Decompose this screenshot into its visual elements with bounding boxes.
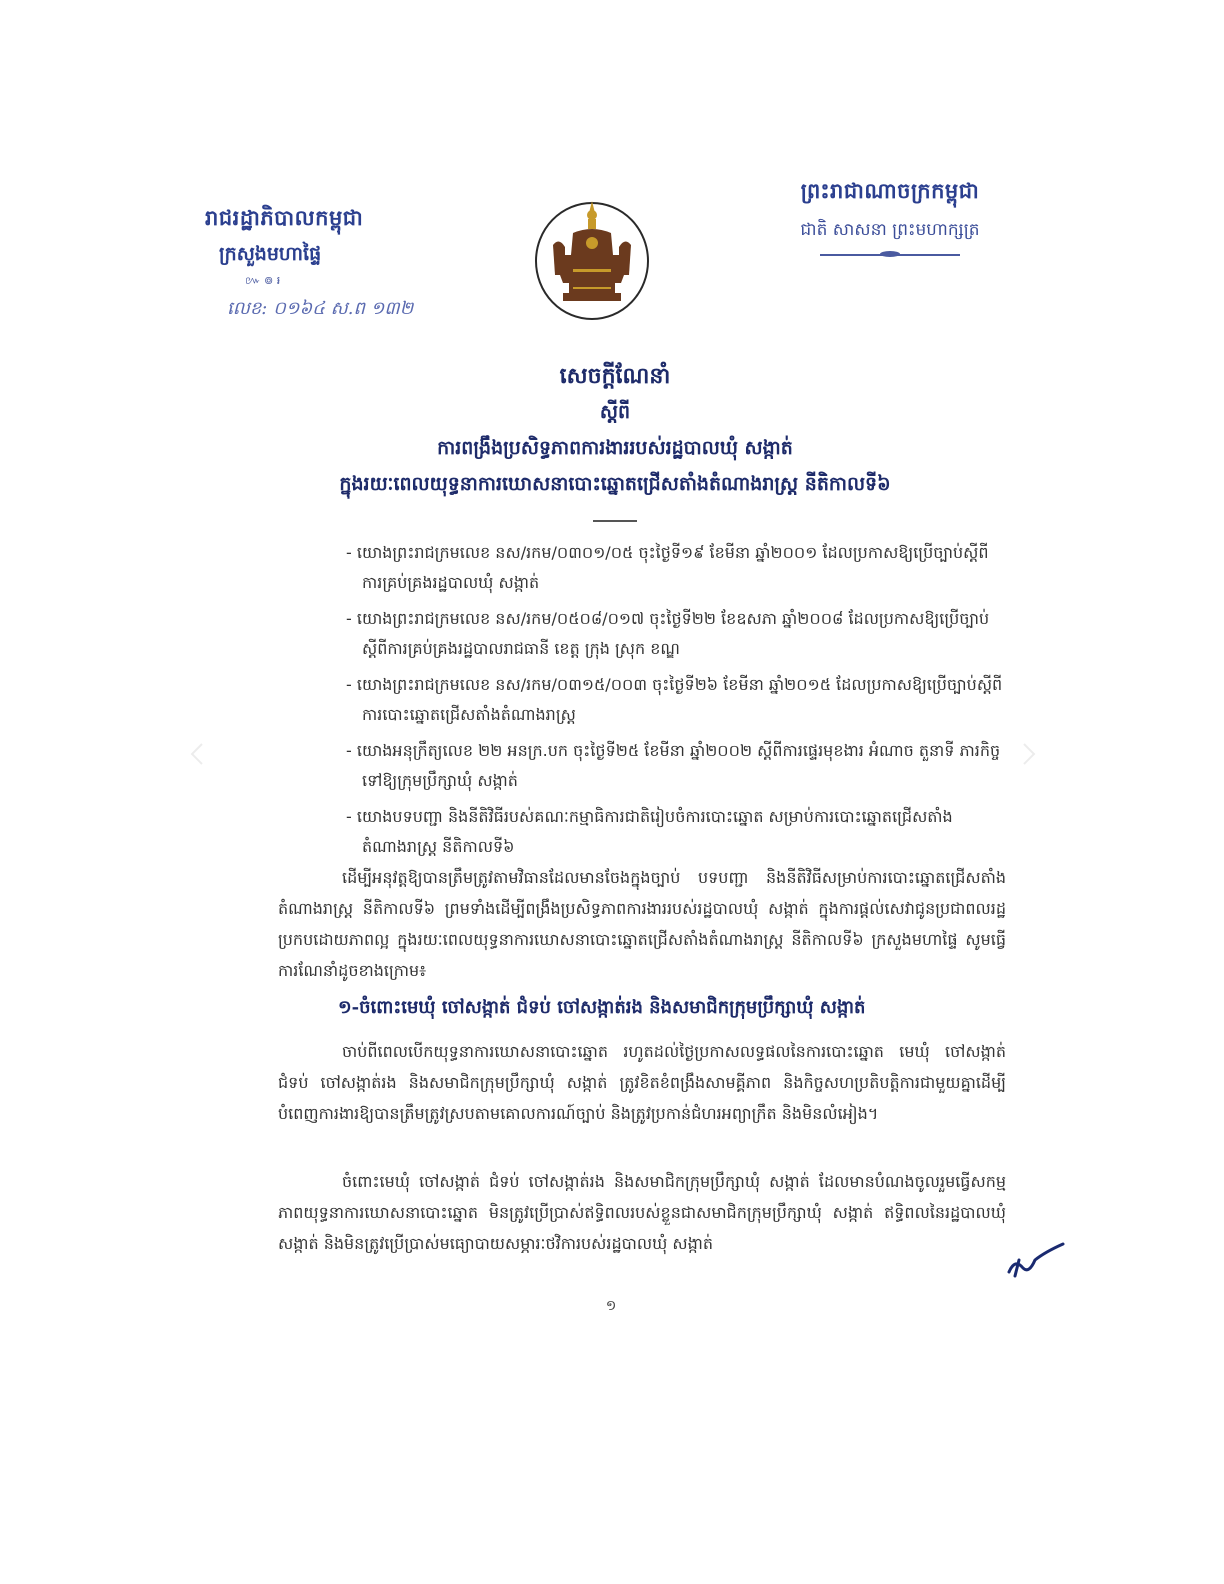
initial-signature-icon xyxy=(1005,1238,1065,1278)
recital-item: - យោងព្រះរាជក្រមលេខ នស/រកម/០៥០៨/០១៧ ចុះថ្ងៃទី២២ ខែឧសភា ឆ្នាំ២០០៨ ដែលប្រកាសឱ្យប្រើច្បាប់ស្ដីពីការគ្រប់គ្រងរដ្ឋបាលរាជធានី ខេត្ត ក្រុង ស្រុក ខណ្ឌ xyxy=(346,604,1006,664)
kingdom-header xyxy=(760,178,1020,256)
ornamental-divider xyxy=(820,254,960,256)
page-number: ១ xyxy=(605,1298,617,1314)
ministry-header xyxy=(205,205,445,323)
reference-number: លេខ: ០១៦៤ ស.ព ១៣២ xyxy=(227,298,414,319)
title-instruction: សេចក្ដីណែនាំ xyxy=(559,363,671,389)
recital-item: - យោងបទបញ្ជា និងនីតិវិធីរបស់គណៈកម្មាធិការជាតិរៀបចំការបោះឆ្នោត សម្រាប់ការបោះឆ្នោតជ្រើសតាំងតំណាងរាស្ត្រ នីតិកាលទី៦ xyxy=(346,802,1006,862)
title-subject-line2: ក្នុងរយៈពេលយុទ្ធនាការឃោសនាបោះឆ្នោតជ្រើសតាំងតំណាងរាស្ត្រ នីតិកាលទី៦ xyxy=(339,473,891,495)
title-subject-line1: ការពង្រឹងប្រសិទ្ធភាពការងាររបស់រដ្ឋបាលឃុំ សង្កាត់ xyxy=(437,437,793,459)
header-ornament: ៚ ៙ ៛ xyxy=(245,274,281,287)
intro-paragraph: ដើម្បីអនុវត្តឱ្យបានត្រឹមត្រូវតាមវិធានដែលមានចែងក្នុងច្បាប់ បទបញ្ជា និងនីតិវិធីសម្រាប់ការបោះឆ្នោតជ្រើសតាំងតំណាងរាស្ត្រ នីតិកាលទី៦ ព្រមទាំងដើម្បីពង្រឹងប្រសិទ្ធភាពការងាររបស់រដ្ឋបាលឃុំ សង្កាត់ ក្នុងការផ្ដល់សេវាជូនប្រជាពលរដ្ឋប្រកបដោយភាពល្អ ក្នុងរយៈពេលយុទ្ធនាការឃោសនាបោះឆ្នោតជ្រើសតាំងតំណាងរាស្ត្រ នីតិកាលទី៦ ក្រសួងមហាផ្ទៃ សូមធ្វើការណែនាំដូចខាងក្រោម៖ xyxy=(278,868,1006,980)
kingdom-name: ព្រះរាជាណាចក្រកម្ពុជា xyxy=(800,178,980,203)
national-motto: ជាតិ សាសនា ព្រះមហាក្សត្រ xyxy=(800,220,980,240)
title-concerning: ស្ដីពី xyxy=(599,401,631,423)
recital-item: - យោងព្រះរាជក្រមលេខ នស/រកម/០៣០១/០៥ ចុះថ្ងៃទី១៩ ខែមីនា ឆ្នាំ២០០១ ដែលប្រកាសឱ្យប្រើច្បាប់ស្ដីពីការគ្រប់គ្រងរដ្ឋបាលឃុំ សង្កាត់ xyxy=(346,538,1006,598)
section1-paragraph2: ចំពោះមេឃុំ ចៅសង្កាត់ ជំទប់ ចៅសង្កាត់រង និងសមាជិកក្រុមប្រឹក្សាឃុំ សង្កាត់ ដែលមានបំណងចូលរួមធ្វើសកម្មភាពយុទ្ធនាការឃោសនាបោះឆ្នោត មិនត្រូវប្រើប្រាស់ឥទ្ធិពលរបស់ខ្លួនជាសមាជិកក្រុមប្រឹក្សាឃុំ សង្កាត់ ឥទ្ធិពលនៃរដ្ឋបាលឃុំ សង្កាត់ និងមិនត្រូវប្រើប្រាស់មធ្យោបាយសម្ភារៈថវិការបស់រដ្ឋបាលឃុំ សង្កាត់ xyxy=(278,1172,1006,1253)
title-divider xyxy=(593,520,637,522)
document-title xyxy=(200,362,1030,522)
ministry-name: ក្រសួងមហាផ្ទៃ xyxy=(219,243,322,265)
country-name: រាជរដ្ឋាភិបាលកម្ពុជា xyxy=(205,205,364,230)
legal-recitals xyxy=(346,538,1006,868)
royal-emblem-icon xyxy=(533,195,651,321)
recital-item: - យោងអនុក្រឹត្យលេខ ២២ អនក្រ.បក ចុះថ្ងៃទី២៥ ខែមីនា ឆ្នាំ២០០២ ស្ដីពីការផ្ទេរមុខងារ អំណាច តួនាទី ភារកិច្ច ទៅឱ្យក្រុមប្រឹក្សាឃុំ សង្កាត់ xyxy=(346,736,1006,796)
next-page-chevron-icon[interactable] xyxy=(1016,742,1040,766)
recital-item: - យោងព្រះរាជក្រមលេខ នស/រកម/០៣១៥/០០៣ ចុះថ្ងៃទី២៦ ខែមីនា ឆ្នាំ២០១៥ ដែលប្រកាសឱ្យប្រើច្បាប់ស្ដីពីការបោះឆ្នោតជ្រើសតាំងតំណាងរាស្ត្រ xyxy=(346,670,1006,730)
section1-paragraph1: ចាប់ពីពេលបើកយុទ្ធនាការឃោសនាបោះឆ្នោត រហូតដល់ថ្ងៃប្រកាសលទ្ធផលនៃការបោះឆ្នោត មេឃុំ ចៅសង្កាត់ ជំទប់ ចៅសង្កាត់រង និងសមាជិកក្រុមប្រឹក្សាឃុំ សង្កាត់ ត្រូវខិតខំពង្រឹងសាមគ្គីភាព និងកិច្ចសហប្រតិបត្តិការជាមួយគ្នាដើម្បីបំពេញការងារឱ្យបានត្រឹមត្រូវស្របតាមគោលការណ៍ច្បាប់ និងត្រូវប្រកាន់ជំហរអព្យាក្រឹត និងមិនលំអៀង។ xyxy=(278,1042,1006,1123)
section-heading: ១-ចំពោះមេឃុំ ចៅសង្កាត់ ជំទប់ ចៅសង្កាត់រង និងសមាជិកក្រុមប្រឹក្សាឃុំ សង្កាត់ xyxy=(338,997,866,1018)
previous-page-chevron-icon[interactable] xyxy=(186,742,210,766)
